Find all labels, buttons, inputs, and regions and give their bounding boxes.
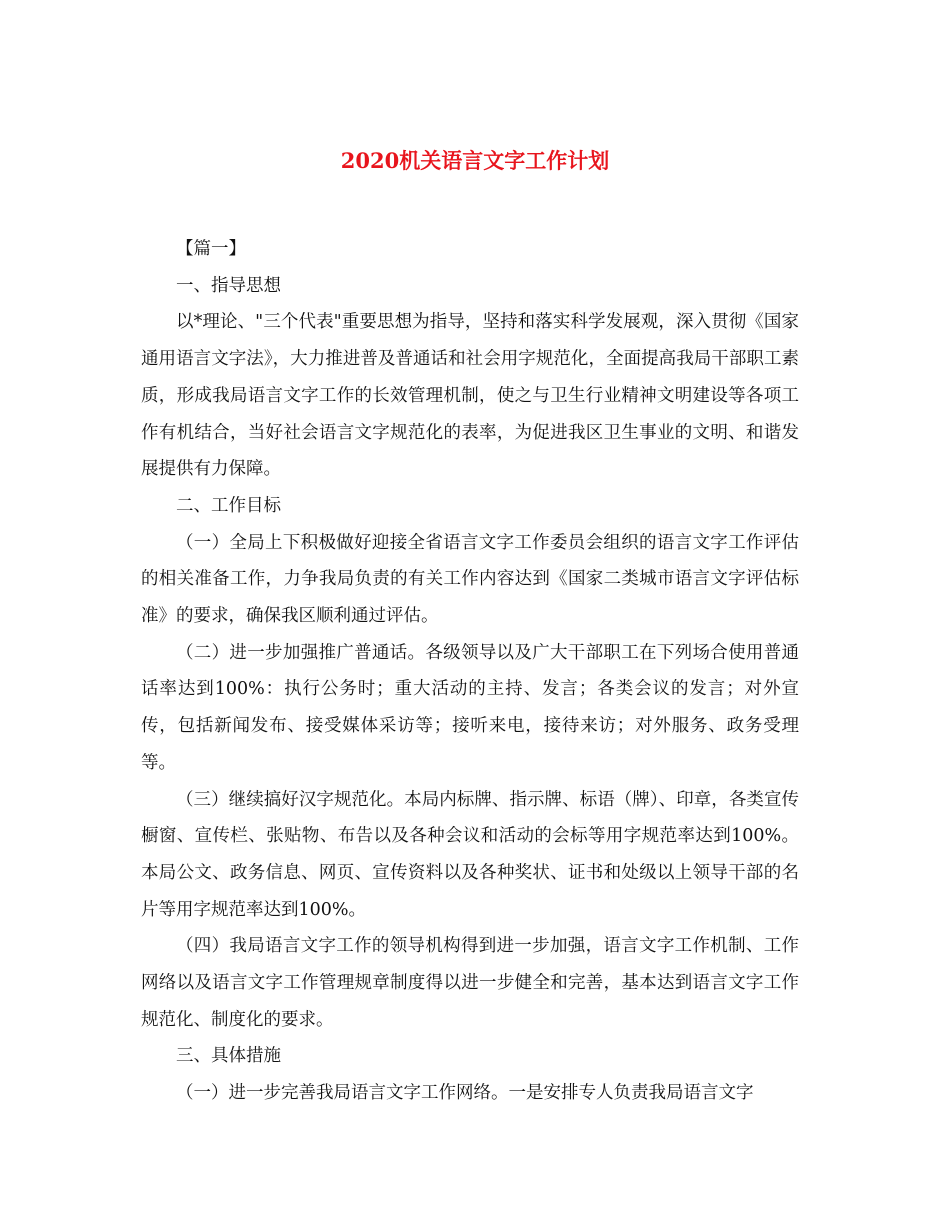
document-body [141,231,799,1112]
paragraph-goal-3: （三）继续搞好汉字规范化。本局内标牌、指示牌、标语（牌）、印章，各类宣传橱窗、宣传栏、张贴物、布告以及各种会议和活动的会标等用字规范率达到100%。本局公文、政务信息、网页、宣传资料以及各种奖状、证书和处级以上领导干部的名片等用字规范率达到100%。 [141,789,799,920]
paragraph-goal-1: （一）全局上下积极做好迎接全省语言文字工作委员会组织的语言文字工作评估的相关准备工作，力争我局负责的有关工作内容达到《国家二类城市语言文字评估标准》的要求，确保我区顺利通过评估。 [141,532,799,627]
heading-work-goals: 二、工作目标 [176,495,281,516]
paragraph-guiding-ideology: 以*理论、"三个代表"重要思想为指导，坚持和落实科学发展观，深入贯彻《国家通用语言文字法》，大力推进普及普通话和社会用字规范化，全面提高我局干部职工素质，形成我局语言文字工作的长效管理机制，使之与卫生行业精神文明建设等各项工作有机结合，当好社会语言文字规范化的表率，为促进我区卫生事业的文明、和谐发展提供有力保障。 [141,312,799,480]
paragraph-goal-2: （二）进一步加强推广普通话。各级领导以及广大干部职工在下列场合使用普通话率达到100%：执行公务时；重大活动的主持、发言；各类会议的发言；对外宣传，包括新闻发布、接受媒体采访等；接听来电，接待来访；对外服务、政务受理等。 [141,642,799,773]
document-title: 2020机关语言文字工作计划 [340,148,610,173]
paragraph-measure-1: （一）进一步完善我局语言文字工作网络。一是安排专人负责我局语言文字 [176,1083,754,1104]
paragraph-goal-4: （四）我局语言文字工作的领导机构得到进一步加强，语言文字工作机制、工作网络以及语言文字工作管理规章制度得以进一步健全和完善，基本达到语言文字工作规范化、制度化的要求。 [141,936,799,1030]
heading-specific-measures: 三、具体措施 [176,1046,281,1067]
heading-guiding-ideology: 一、指导思想 [176,275,281,296]
paragraph-section-marker: 【篇一】 [176,239,246,259]
